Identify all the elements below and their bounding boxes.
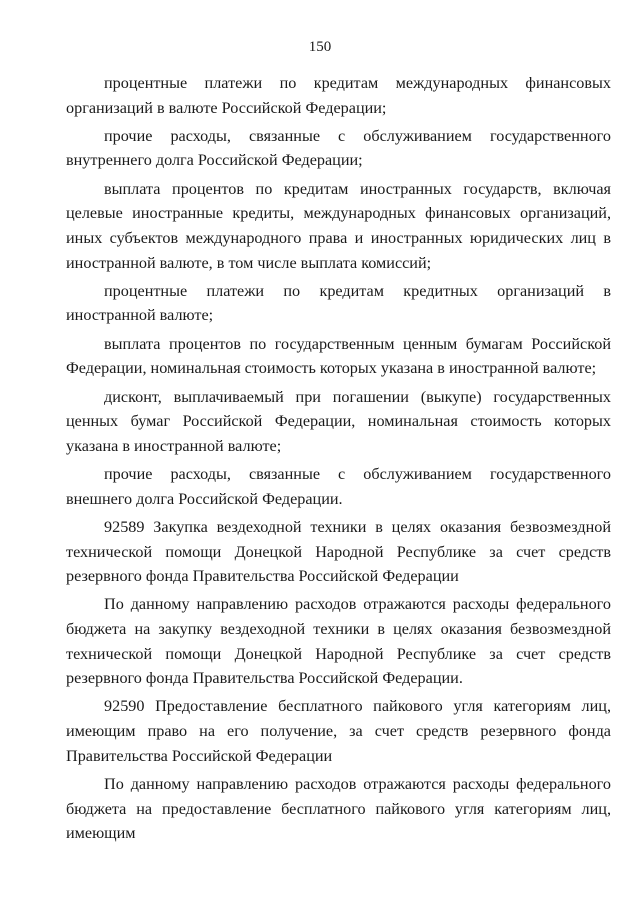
paragraph: процентные платежи по кредитам кредитных организаций в иностранной валюте; xyxy=(66,281,611,325)
paragraph: процентные платежи по кредитам международных финансовых организаций в валюте Российской Федерации; xyxy=(66,74,611,117)
page-number: 150 xyxy=(308,39,332,55)
paragraph: По данному направлению расходов отражаются расходы федерального бюджета на предоставление бесплатного пайкового угля категориям лиц, имеющим xyxy=(66,774,611,843)
paragraph: прочие расходы, связанные с обслуживанием государственного внутреннего долга Российской Федерации; xyxy=(66,126,611,170)
paragraph: выплата процентов по государственным ценным бумагам Российской Федерации, номинальная стоимость которых указана в иностранной валюте; xyxy=(66,334,611,378)
paragraph: По данному направлению расходов отражаются расходы федерального бюджета на закупку вездеходной техники в целях оказания безвозмездной технической помощи Донецкой Народной Республике за счет средств резервного фонда Правительства Российской Федерации. xyxy=(66,595,611,688)
paragraph: дисконт, выплачиваемый при погашении (выкупе) государственных ценных бумаг Российской Федерации, номинальная стоимость которых указана в иностранной валюте; xyxy=(66,387,611,455)
paragraph: выплата процентов по кредитам иностранных государств, включая целевые иностранные кредиты, международных финансовых организаций, иных субъектов международного права и иностранных юридических лиц в иностранной валюте, в том числе выплата комиссий; xyxy=(66,179,611,272)
document-body xyxy=(66,71,611,846)
section-heading-92590: 92590 Предоставление бесплатного пайкового угля категориям лиц, имеющим право на его получение, за счет средств резервного фонда Правительства Российской Федерации xyxy=(66,697,611,765)
section-heading-92589: 92589 Закупка вездеходной техники в целях оказания безвозмездной технической помощи Донецкой Народной Республике за счет средств резервного фонда Правительства Российской Федерации xyxy=(66,517,611,586)
paragraph: прочие расходы, связанные с обслуживанием государственного внешнего долга Российской Федерации. xyxy=(66,465,611,508)
